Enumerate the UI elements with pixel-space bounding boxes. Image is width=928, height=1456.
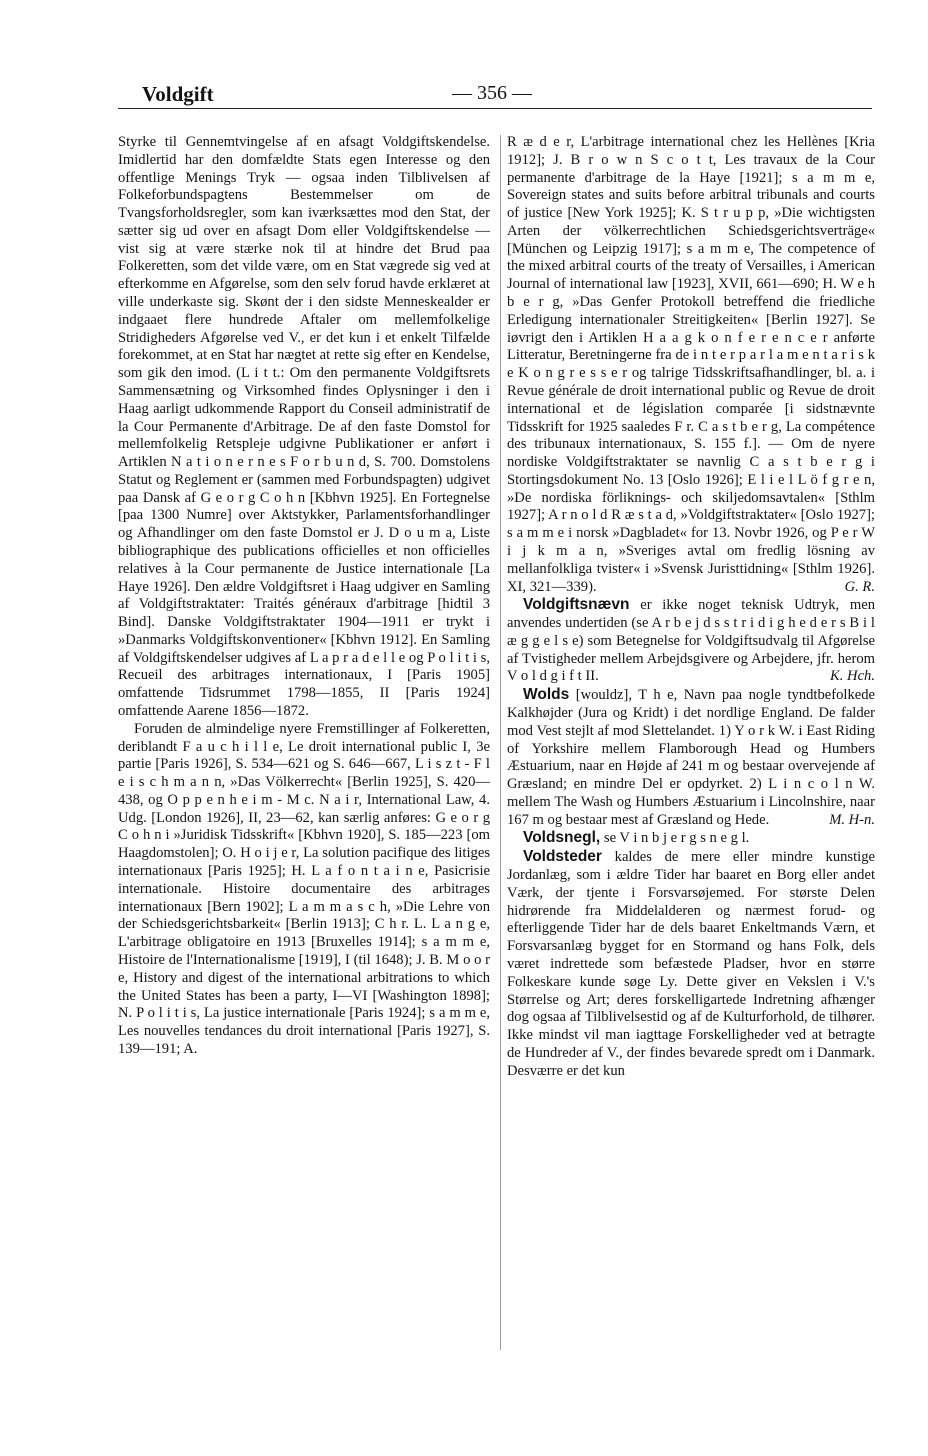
paragraph-literature: Foruden de almindelige nyere Fremstillinger af Folkeretten, deriblandt F a u c h i l l e, Le droit international public I, 3e partie [Paris 1926], S. 534—621 og S. 646—667, L i s z t - F l e i s c h m a n n, »Das Völkerrecht« [Berlin 1925], S. 420—438, og O p p e n h e i m - M c. N a i r, International Law, 4. Udg. [London 1926], II, 23—62, kan særlig anføres: G e o r g C o h n i »Juridisk Tidsskrift« [Kbhvn 1920], S. 185—223 [om Haagdomstolen]; O. H o i j e r, La solution pacifique des litiges internationaux [Paris 1925]; H. L a f o n t a i n e, Pasicrisie internationale. Histoire documentaire des arbitrages internationaux [Bern 1902]; L a m m a s c h, »Die Lehre von der Schiedsgerichtsbarkeit« [Berlin 1913]; C h r. L. L a n g e, L'arbitrage obligatoire en 1913 [Bruxelles 1914]; s a m m e, Histoire de l'Internationalisme [1919], I (til 1648); J. B. M o o r e, History and digest of the international arbitrations to which the United States has been a party, I—VI [Washington 1898]; N. P o l i t i s, La justice internationale [Paris 1924]; s a m m e, Les nouvelles tendances du droit international [Paris 1927], S. 139—191; A. [118,720,490,1057]
running-title: Voldgift [142,82,214,106]
entry-text: se V i n b j e r g s n e g l. [603,830,750,847]
entry-headword: Voldsteder [523,848,602,866]
entry-voldsteder [507,848,875,1080]
paragraph-references [507,134,875,596]
entry-voldsnegl [507,829,875,848]
author-signature: K. Hch. [830,668,875,685]
entry-text: kaldes de mere eller mindre kunstige Jordanlæg, som i ældre Tider har baaret en Borg eller andet Værk, der tjente i Forsvarsøjemed. For største Delen hidrørende fra Middelalderen og nærmest forud- og efterliggende Tider har de dels baaret Enkeltmands Værn, et Forsvarsanlæg bygget for en Stormand og hans Folk, dels været indrettede som befæstede Pladser, hvor en større Folkeskare kunde søge Ly. Dette giver en Vekslen i V.'s Størrelse og Art; deres forskelligartede Indretning afhænger dog ogsaa af Tilblivelsestid og af de Kulturforhold, de tilhører. Ikke mindst vil man iagttage Forskelligheder ved at betragte de Hundreder af V., der findes bevarede spredt om i Danmark. Desværre er det kun [507,849,875,1079]
entry-headword: Wolds [523,686,570,704]
entry-headword: Voldsnegl, [523,829,601,847]
entry-voldgiftsnaevn [507,596,875,686]
references-text: R æ d e r, L'arbitrage international chez les Hellènes [Kria 1912]; J. B r o w n S c o t t, Les travaux de la Cour permanente d'arbitrage de la Haye [1921]; s a m m e, Sovereign states and suits before arbitral tribunals and courts of justice [New York 1925]; K. S t r u p p, »Die wichtigsten Arten der völkerrechtlichen Schiedsgerichtsverträge« [München og Leipzig 1917]; s a m m e, The competence of the mixed arbitral courts of the treaty of Versailles, i American Journal of international law [1923], XVII, 661—690; H. W e h b e r g, »Das Genfer Protokoll betreffend die friedliche Erledigung internationaler Streitigkeiten« [Berlin 1927]. Se iøvrigt den i Artiklen H a a g k o n f e r e n c e r anførte Litteratur, Beretningerne fra de i n t e r p a r l a m e n t a r i s k e K o n g r e s s e r og talrige Tidsskriftsafhandlinger, bl. a. i Revue générale de droit international public og Revue de droit international et de législation comparée [i sidstnævnte Tidsskrift for 1925 saaledes F r. C a s t b e r g, La compétence des tribunaux internationaux, S. 155 f.]. — Om de nyere nordiske Voldgiftstraktater se navnlig C a s t b e r g i Stortingsdokument No. 13 [Oslo 1926]; E l i e l L ö f g r e n, »De nordiska förliknings- och skiljedomsavtalen« [Sthlm 1927]; A r n o l d R æ s t a d, »Voldgiftstraktater« [Oslo 1927]; s a m m e i norsk »Dagbladet« for 13. Novbr 1926, og P e r W i j k m a n, »Sveriges avtal om fredlig lösning av mellanfolkliga tvister« i »Svensk Juristtidning« [Sthlm 1926]. XI, 321—339). [507,134,875,595]
header-rule [118,108,872,109]
entry-headword: Voldgiftsnævn [523,596,630,614]
page-number: — 356 — [452,82,532,104]
left-column [118,134,490,1059]
entry-text: [wouldz], T h e, Navn paa nogle tyndtbefolkede Kalkhøjder (Jura og Kridt) i det nordlige England. De falder mod Vest stejlt af mod Slettelandet. 1) Y o r k W. i East Riding of Yorkshire mellem Flamborough Head og Humbers Æstuarium, naar en Højde af 241 m og bestaar overvejende af Græsland; en mindre Del er opdyrket. 2) L i n c o l n W. mellem The Wash og Humbers Æstuarium i Lincolnshire, naar 167 m og bestaar mest af Græsland og Hede. [507,687,875,828]
column-divider [500,135,501,1350]
author-signature: M. H-n. [829,811,875,828]
author-signature: G. R. [844,578,875,595]
right-column [507,134,875,1080]
entry-text: er ikke noget teknisk Udtryk, men anvendes undertiden (se A r b e j d s s t r i d i g h e d e r s B i l æ g g e l s e) som Betegnelse for Voldgiftsudvalg til Afgørelse af Tvistigheder mellem Arbejdsgivere og Arbejdere, jfr. herom V o l d g i f t II. [507,597,876,685]
paragraph-continuation: Styrke til Gennemtvingelse af en afsagt Voldgiftskendelse. Imidlertid har den domfældte Stats egen Interesse og den offentlige Menings Tryk — ogsaa inden Tilblivelsen af Folkeforbundspagtens Bestemmelser om de Tvangsforholdsregler, som kan iværksættes mod den Stat, der sætter sig ud over en afsagt Dom eller Voldgiftskendelse — vist sig at være stærke nok til at hindre det Brud paa Folkeretten, som det vilde være, om en Stat vægrede sig ved at efterkomme en Afgørelse, som den selv forud havde erklæret at ville underkaste sig. Skønt der i den sidste Menneskealder er indgaaet flere hundrede Aftaler om mellemfolkelige Stridigheders Afgørelse ved V., er det kun i et enkelt Tilfælde forekommet, at en Stat har nægtet at rette sig efter en Kendelse, som gik den imod. (L i t t.: Om den permanente Voldgiftsrets Sammensætning og Virksomhed findes Oplysninger i den i Haag aarligt udkommende Rapport du Conseil administratif de la Cour Permanente d'Arbitrage. De af den faste Domstol for mellemfolkelig Retspleje udgivne Publikationer er anført i Artiklen N a t i o n e r n e s F o r b u n d, S. 700. Domstolens Statut og Reglement er (sammen med Forbundspagten) udgivet paa Dansk af G e o r g C o h n [Kbhvn 1925]. En Fortegnelse [paa 1300 Numre] over Aktstykker, Parlamentsforhandlinger og Afhandlinger om den faste Domstol er J. D o u m a, Liste bibliographique des publications officielles et non officielles relatives à la Cour permanente de Justice internationale [La Haye 1926]. Den ældre Voldgiftsret i Haag udgiver en Samling af Voldgiftstraktater: Traités généraux d'arbitrage [hidtil 3 Bind]. Danske Voldgiftstraktater 1904—1911 er trykt i »Danmarks Voldgiftskonventioner« [Kbhvn 1912]. En Samling af Voldgiftskendelser udgives af L a p r a d e l l e og P o l i t i s, Recueil des arbitrages internationaux, I [Paris 1905] omfattende Tidsrummet 1798—1855, II [Paris 1924] omfattende Aarene 1856—1872. [118,134,490,719]
entry-wolds [507,686,875,829]
